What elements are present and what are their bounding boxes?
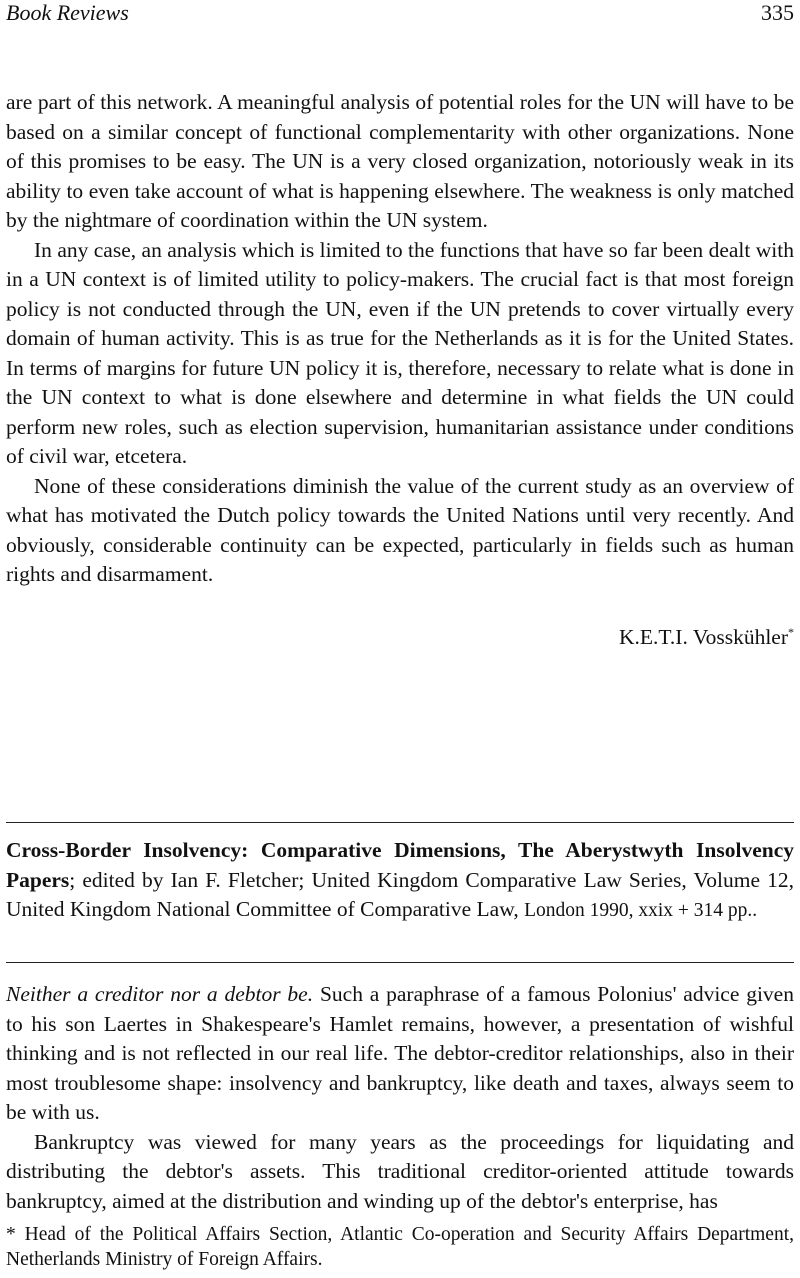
paragraph: Bankruptcy was viewed for many years as the proceedings for liquidating and distributing the debtor's assets. This traditional creditor-oriented attitude towards bankruptcy, aimed at the distribution and winding up of the debtor's enterprise, has (6, 1129, 794, 1213)
opening-quote: Neither a creditor nor a debtor be. (6, 982, 314, 1006)
reviewer-name: K.E.T.I. Vosskühler (618, 625, 788, 650)
page-header (6, 0, 794, 30)
book-publication: London 1990, xxix + 314 pp.. (524, 900, 758, 921)
paragraph: In any case, an analysis which is limited to the functions that have so far been dealt with in a UN context is of limited utility to policy-makers. The crucial fact is that most foreign policy is not conducted through the UN, even if the UN pretends to cover virtually every domain of human activity. This is as true for the Netherlands as it is for the United States. In terms of margins for future UN policy it is, therefore, necessary to relate what is done in the UN context to what is done elsewhere and determine in what fields the UN could perform new roles, such as election supervision, humanitarian assistance under conditions of civil war, etcetera. (6, 237, 794, 468)
reviewer-signature (619, 618, 794, 651)
review-continuation (6, 88, 794, 590)
section-divider-bottom (6, 962, 794, 963)
book-details: ; edited by Ian F. Fletcher; United Kingdom Comparative Law Series, Volume 12, United Kingdom National Committee of Comparative Law, (6, 867, 794, 921)
review-body (6, 980, 794, 1216)
section-divider-top (6, 822, 794, 823)
footnote-marker: * (788, 625, 794, 639)
review-heading (6, 836, 794, 926)
paragraph: are part of this network. A meaningful analysis of potential roles for the UN will have to be based on a similar concept of functional complementarity with other organizations. None of this promises to be easy. The UN is a very closed organization, notoriously weak in its ability to even take account of what is happening elsewhere. The weakness is only matched by the nightmare of coordination within the UN system. (6, 90, 794, 232)
paragraph (6, 980, 794, 1128)
paragraph: None of these considerations diminish the value of the current study as an overview of what has motivated the Dutch policy towards the United Nations until very recently. And obviously, considerable continuity can be expected, particularly in fields such as human rights and disarmament. (6, 473, 794, 586)
book-title: Cross-Border Insolvency: Comparative Dimensions, The Aberystwyth Insolvency Papers (6, 838, 794, 892)
page-number: 335 (761, 0, 794, 25)
paragraph-text: Such a paraphrase of a famous Polonius' advice given to his son Laertes in Shakespeare's Hamlet remains, however, a presentation of wishful thinking and is not reflected in our real life. The debtor-creditor relationships, also in their most troublesome shape: insolvency and bankruptcy, like death and taxes, always seem to be with us. (6, 982, 794, 1124)
running-title: Book Reviews (6, 0, 129, 25)
footnote: * Head of the Political Affairs Section, Atlantic Co-operation and Security Affairs Department, Netherlands Ministry of Foreign Affairs. (6, 1224, 794, 1270)
